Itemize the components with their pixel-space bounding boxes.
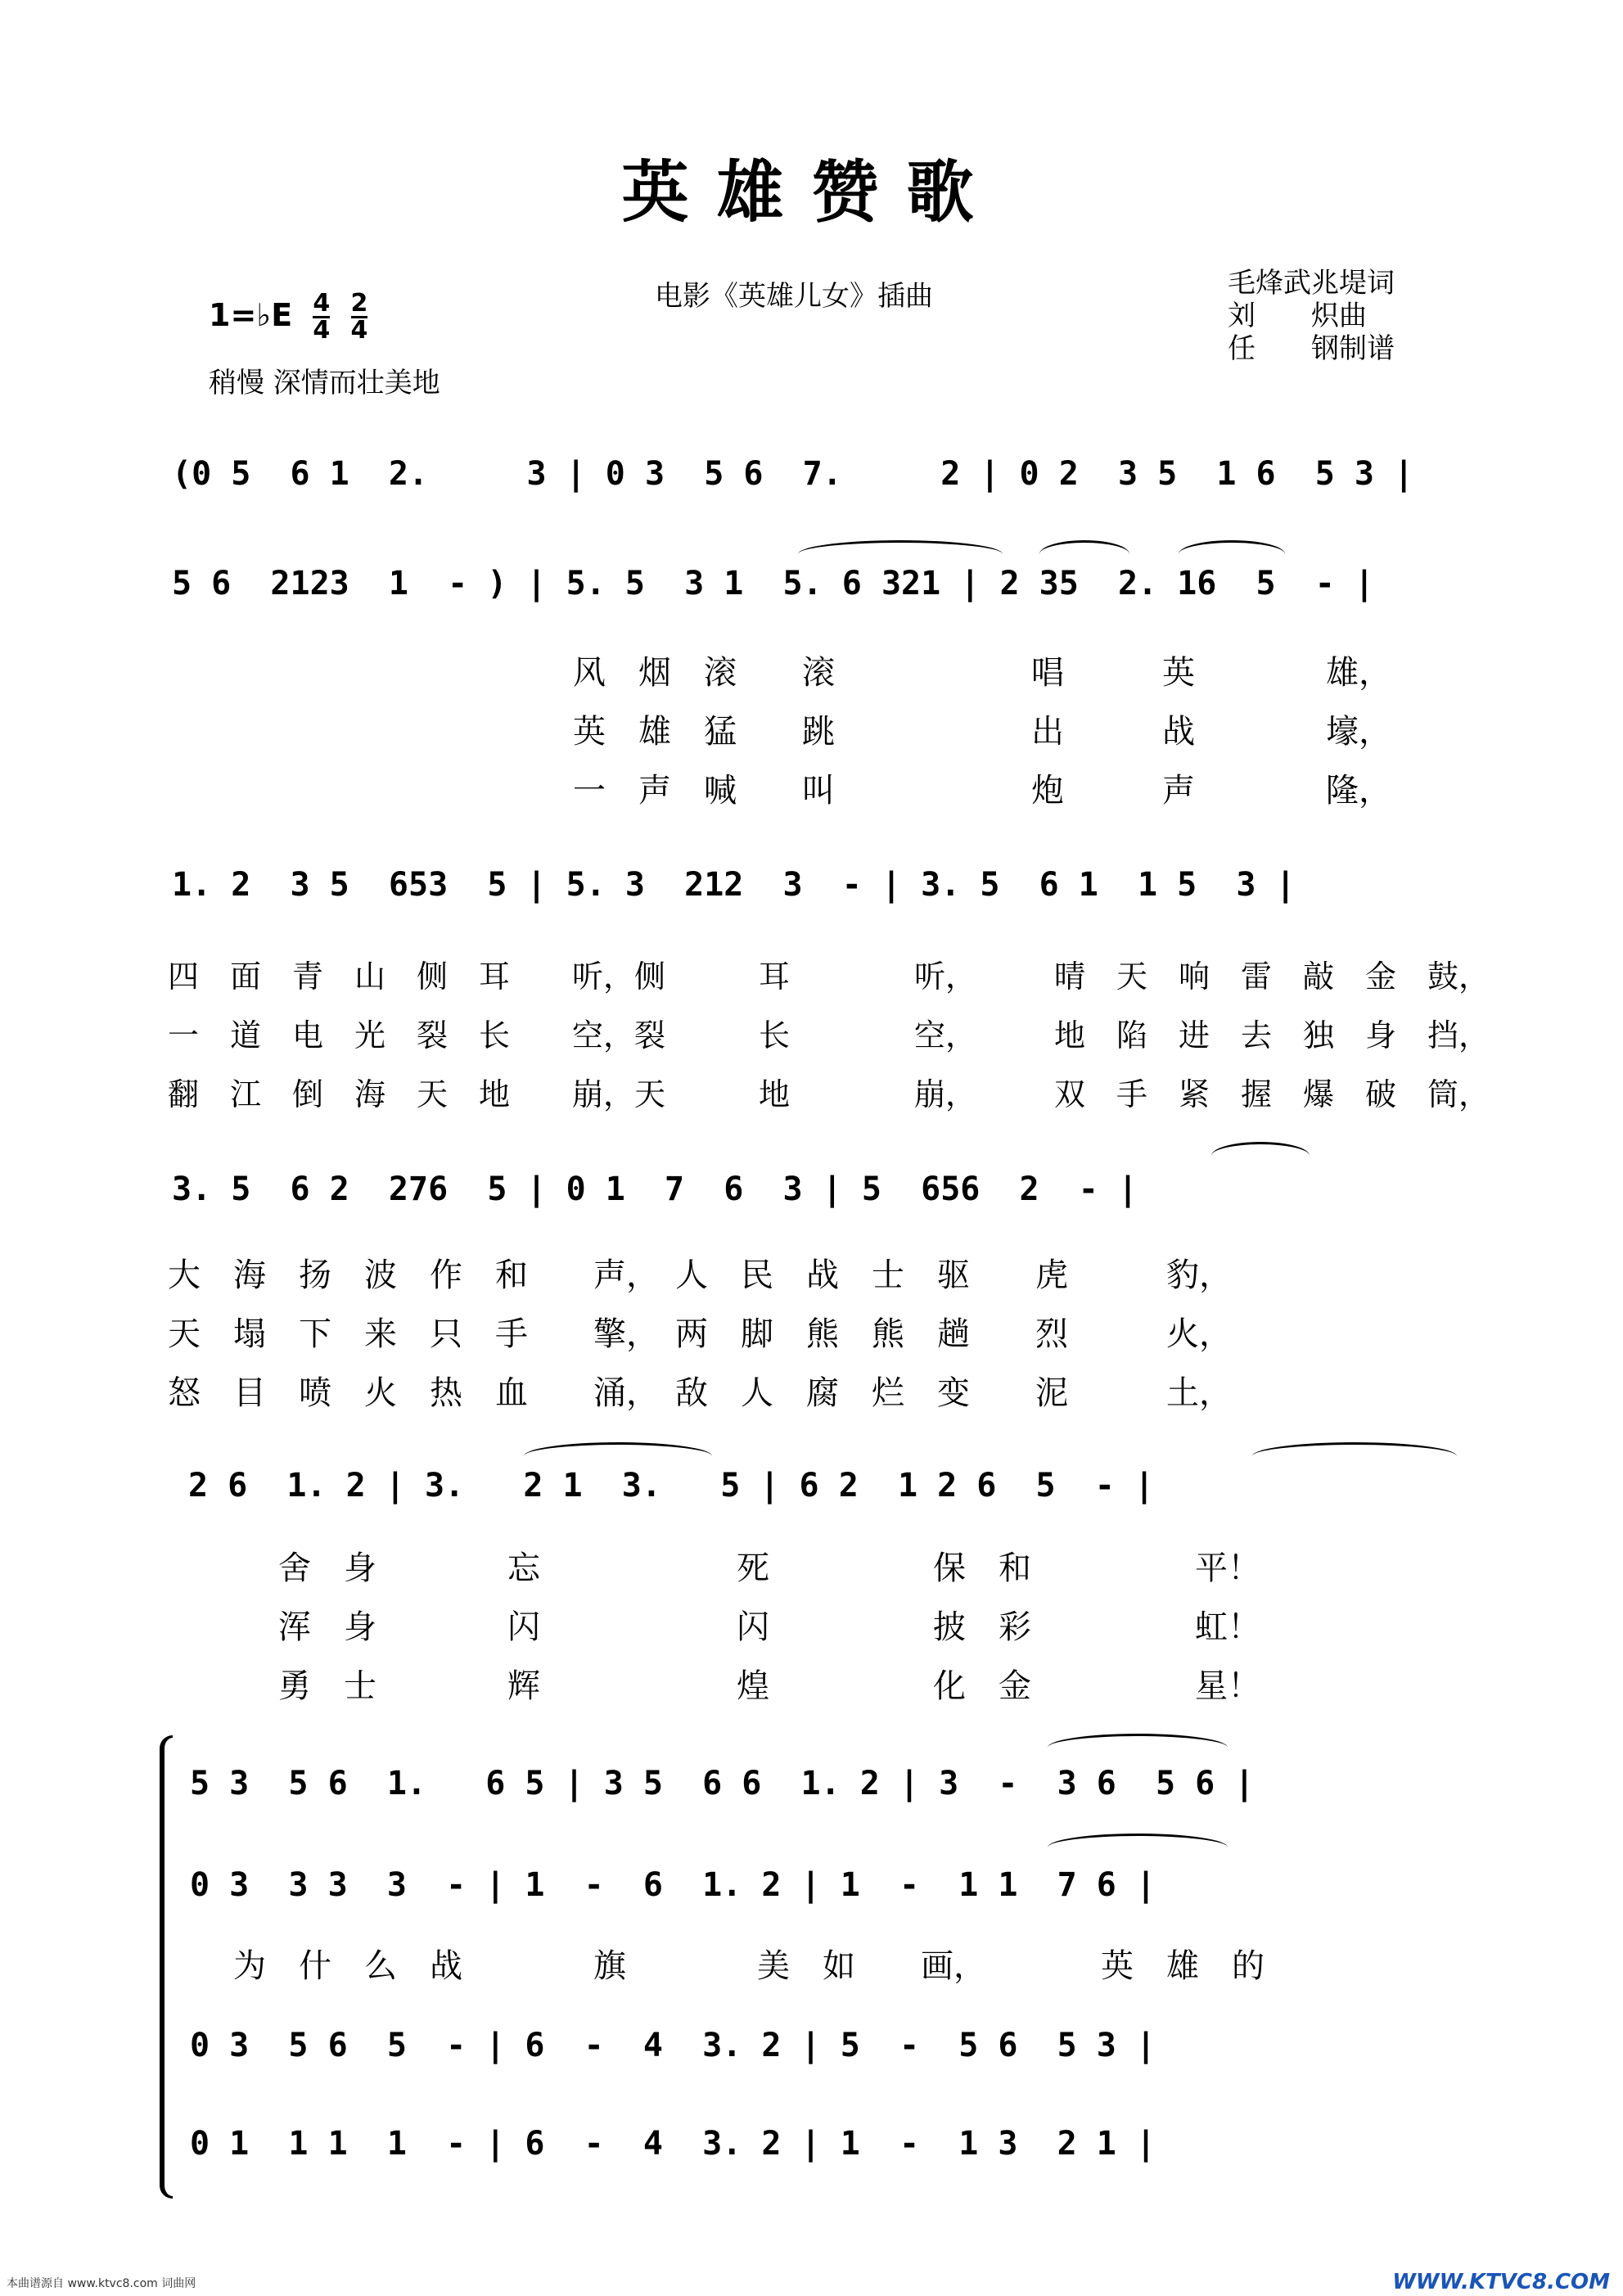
lyric-line: 一 道 电 光 裂 长 空，裂 长 空， 地 陷 进 去 独 身 挡， (168, 1017, 1490, 1053)
slur (1252, 1442, 1457, 1456)
lyric-line: 怒 目 喷 火 热 血 涌， 敌 人 腐 烂 变 泥 土， (168, 1374, 1232, 1412)
meter-2: $\frac{2}{4}$ (350, 289, 368, 345)
key-label: 1=♭E (209, 297, 293, 333)
credit-lyricist: 毛烽武兆堤词 (1228, 267, 1395, 300)
notation-row-5: 2 6 1. 2 | 3. 2 1 3. 5 | 6 2 1 2 6 5 - | (188, 1467, 1155, 1504)
slur (798, 540, 1003, 554)
lyric-line: 四 面 青 山 侧 耳 听，侧 耳 听， 晴 天 响 雷 敲 金 鼓， (168, 959, 1490, 995)
tempo-marking: 稍慢 深情而壮美地 (209, 367, 440, 399)
lyric-line: 勇 士 辉 煌 化 金 星！ (213, 1667, 1260, 1705)
lyric-line: 舍 身 忘 死 保 和 平！ (213, 1549, 1260, 1587)
chorus-part-4: 0 1 1 1 1 - | 6 - 4 3. 2 | 1 - 1 3 2 1 | (190, 2125, 1156, 2163)
lyric-line: 天 塌 下 来 只 手 擎， 两 脚 熊 熊 趟 烈 火， (168, 1315, 1232, 1353)
slur (1048, 1734, 1228, 1748)
chorus-part-3: 0 3 5 6 5 - | 6 - 4 3. 2 | 5 - 5 6 5 3 | (190, 2027, 1156, 2064)
notation-row-3: 1. 2 3 5 653 5 | 5. 3 212 3 - | 3. 5 6 1 1 5 3 | (172, 866, 1296, 904)
slur (1048, 1834, 1228, 1847)
credit-composer: 刘 炽曲 (1228, 300, 1367, 332)
system-brace (160, 1735, 173, 2199)
lyric-line: 英 雄 猛 跳 出 战 壕， (573, 713, 1391, 751)
meter-1: $\frac{4}{4}$ (313, 289, 331, 345)
lyric-line: 浑 身 闪 闪 披 彩 虹！ (213, 1608, 1260, 1646)
slur (1211, 1142, 1310, 1156)
slur (524, 1442, 712, 1456)
lyric-line: 风 烟 滚 滚 唱 英 雄， (573, 654, 1391, 692)
notation-row-4: 3. 5 6 2 276 5 | 0 1 7 6 3 | 5 656 2 - | (172, 1171, 1138, 1208)
chorus-lyric: 为 什 么 战 旗 美 如 画， 英 雄 的 (233, 1947, 1265, 1985)
slur (1179, 540, 1285, 554)
chorus-part-1: 5 3 5 6 1. 6 5 | 3 5 6 6 1. 2 | 3 - 3 6 5 6 | (190, 1765, 1255, 1802)
footer-source: 本曲谱源自 www.ktvc8.com 词曲网 (7, 2277, 196, 2290)
lyric-line: 大 海 扬 波 作 和 声， 人 民 战 士 驱 虎 豹， (168, 1256, 1232, 1294)
lyric-line: 翻 江 倒 海 天 地 崩，天 地 崩， 双 手 紧 握 爆 破 筒， (168, 1076, 1490, 1112)
subtitle: 电影《英雄儿女》插曲 (655, 280, 933, 313)
slur (1039, 540, 1129, 554)
chorus-part-2: 0 3 3 3 3 - | 1 - 6 1. 2 | 1 - 1 1 7 6 | (190, 1866, 1156, 1904)
key-signature (209, 291, 367, 343)
footer-watermark: WWW.KTVC8.COM (1392, 2270, 1610, 2294)
notation-row-2: 5 6 2123 1 - ) | 5. 5 3 1 5. 6 321 | 2 35 2. 16 5 - | (172, 565, 1375, 602)
notation-row-1: (0 5 6 1 2. 3 | 0 3 5 6 7. 2 | 0 2 3 5 1 6 5 3 | (172, 455, 1414, 493)
page-title: 英雄赞歌 (621, 153, 1002, 232)
lyric-line: 一 声 喊 叫 炮 声 隆， (573, 772, 1391, 810)
credit-arranger: 任 钢制谱 (1228, 332, 1395, 365)
